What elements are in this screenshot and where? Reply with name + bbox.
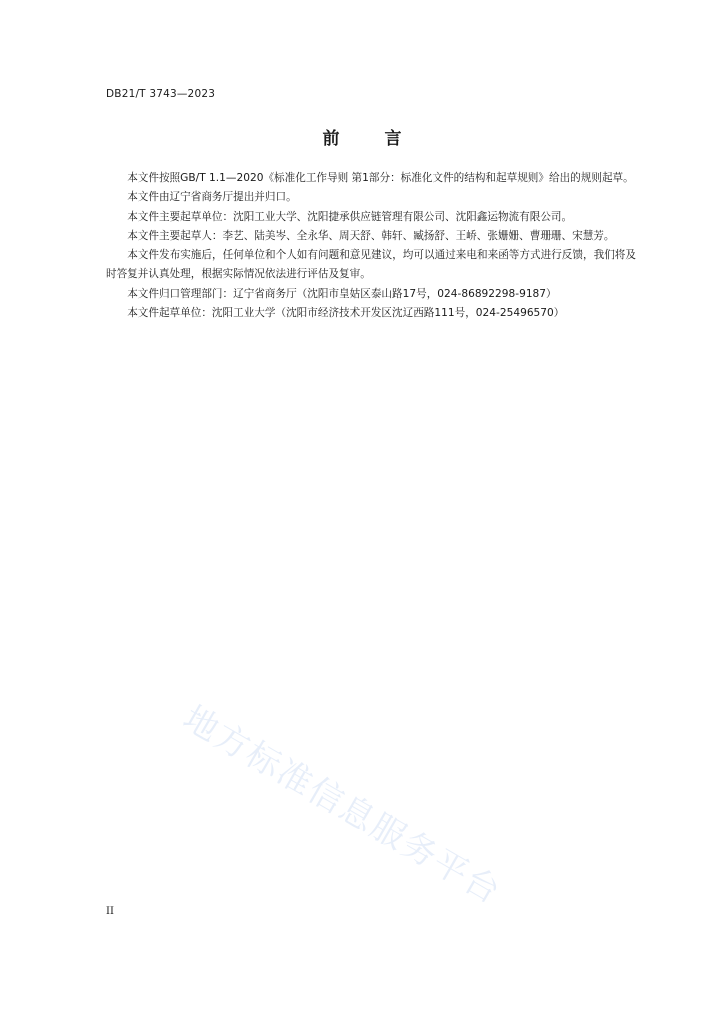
paragraph-drafters: 本文件主要起草人：李艺、陆美岑、全永华、周天舒、韩轩、臧扬舒、王峤、张姗姗、曹珊珊、宋慧芳。 (127, 229, 615, 242)
paragraph-management-dept: 本文件归口管理部门：辽宁省商务厅（沈阳市皇姑区泰山路17号，024-86892298-9187） (127, 287, 557, 300)
paragraph-drafting-units: 本文件主要起草单位：沈阳工业大学、沈阳捷承供应链管理有限公司、沈阳鑫运物流有限公司。 (127, 210, 573, 223)
page-title: 前 言 (322, 129, 416, 149)
paragraph-drafting-unit-contact: 本文件起草单位：沈阳工业大学（沈阳市经济技术开发区沈辽西路111号，024-25496570） (127, 307, 565, 320)
standard-code: DB21/T 3743—2023 (106, 88, 216, 100)
paragraph-feedback: 本文件发布实施后，任何单位和个人如有问题和意见建议，均可以通过来电和来函等方式进行反馈，我们将及时答复并认真处理，根据实际情况依法进行评估及复审。 (106, 249, 636, 281)
paragraph-proposer: 本文件由辽宁省商务厅提出并归口。 (127, 191, 297, 204)
foreword-body (106, 169, 636, 323)
watermark: 地方标准信息服务平台 (176, 698, 509, 913)
page-number: II (106, 906, 114, 917)
paragraph-drafting-rules: 本文件按照GB/T 1.1—2020《标准化工作导则 第1部分：标准化文件的结构和起草规则》给出的规则起草。 (127, 172, 634, 184)
